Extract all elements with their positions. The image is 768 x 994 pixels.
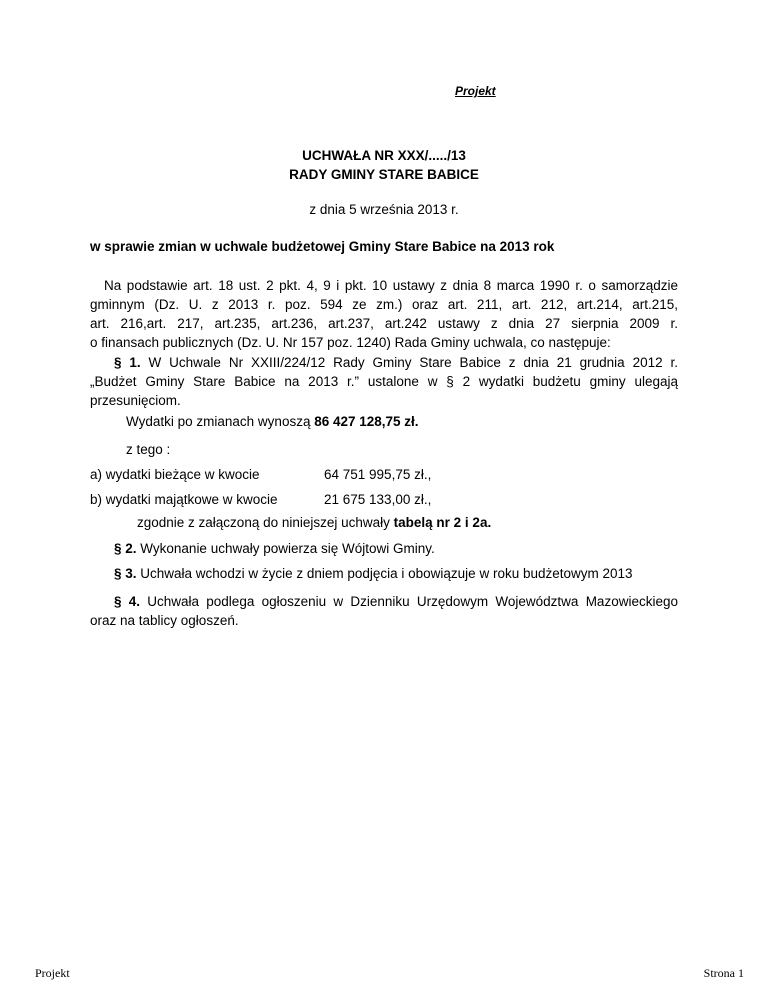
section-2-mark: § 2. <box>114 541 137 556</box>
preamble-line: o finansach publicznych (Dz. U. Nr 157 poz. 1240) Rada Gminy uchwala, co następuje: <box>90 335 611 350</box>
section-1-line <box>90 353 678 372</box>
section-2-text: Wykonanie uchwały powierza się Wójtowi Gminy. <box>136 541 435 556</box>
section-1-line: przesunięciom. <box>90 393 181 408</box>
current-expenses-value: 64 751 995,75 zł., <box>324 467 432 482</box>
footer-page-number: Strona 1 <box>703 966 744 980</box>
section-3-text: Uchwała wchodzi w życie z dniem podjęcia i obowiązuje w roku budżetowym 2013 <box>136 566 633 581</box>
section-1-text: W Uchwale Nr XXIII/224/12 Rady Gminy Stare Babice z dnia 21 grudnia 2012 r. <box>148 355 678 370</box>
current-expenses-label: a) wydatki bieżące w kwocie <box>90 467 260 482</box>
section-4-line: oraz na tablicy ogłoszeń. <box>90 613 239 628</box>
section-4-mark: § 4. <box>114 594 141 609</box>
section-2-line <box>114 541 435 556</box>
resolution-subject: w sprawie zmian w uchwale budżetowej Gminy Stare Babice na 2013 rok <box>90 239 555 254</box>
tables-reference: tabelą nr 2 i 2a. <box>393 515 492 530</box>
projekt-header-label: Projekt <box>455 84 496 98</box>
resolution-number: UCHWAŁA NR XXX/...../13 <box>302 148 466 163</box>
expenses-total-line <box>126 414 419 429</box>
tables-reference-text: zgodnie z załączoną do niniejszej uchwały <box>137 515 394 530</box>
preamble-line: Na podstawie art. 18 ust. 2 pkt. 4, 9 i pkt. 10 ustawy z dnia 8 marca 1990 r. o samorządzie <box>104 278 678 293</box>
section-1-paragraph <box>90 353 678 410</box>
expenses-of-which: z tego : <box>126 442 171 457</box>
footer-left-label: Projekt <box>35 966 70 980</box>
preamble-line: gminnym (Dz. U. z 2013 r. poz. 594 ze zm.) oraz art. 211, art. 212, art.214, art.215, <box>90 297 678 312</box>
preamble-line: art. 216,art. 217, art.235, art.236, art.237, art.242 ustawy z dnia 27 sierpnia 2009 r. <box>90 316 678 331</box>
expenses-intro: Wydatki po zmianach wynoszą <box>126 414 315 429</box>
capital-expenses-label: b) wydatki majątkowe w kwocie <box>90 492 278 507</box>
tables-reference-line <box>137 515 491 530</box>
resolution-council: RADY GMINY STARE BABICE <box>289 167 479 182</box>
section-3-line <box>114 566 633 581</box>
section-1-line: „Budżet Gminy Stare Babice na 2013 r.” ustalone w § 2 wydatki budżetu gminy ulegają <box>90 374 678 389</box>
expenses-total: 86 427 128,75 zł. <box>314 414 419 429</box>
section-3-mark: § 3. <box>114 566 137 581</box>
section-4-paragraph <box>90 592 678 630</box>
preamble-paragraph <box>90 276 678 352</box>
section-4-text: Uchwała podlega ogłoszeniu w Dzienniku Urzędowym Województwa Mazowieckiego <box>140 594 678 609</box>
capital-expenses-value: 21 675 133,00 zł., <box>324 492 432 507</box>
section-1-mark: § 1. <box>114 355 141 370</box>
resolution-date: z dnia 5 września 2013 r. <box>309 202 459 217</box>
section-4-line <box>90 592 678 611</box>
